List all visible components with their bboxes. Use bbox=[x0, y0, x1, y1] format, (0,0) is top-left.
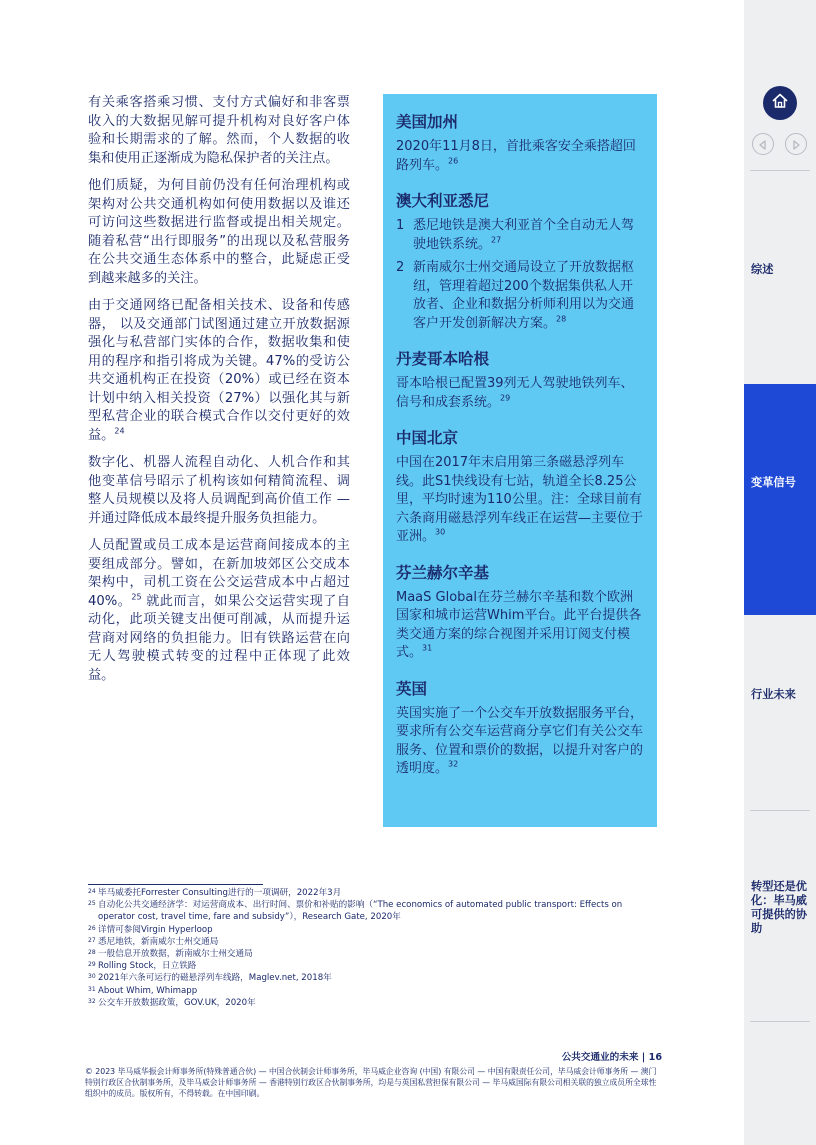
footnote-number: 28 bbox=[88, 949, 96, 957]
case-text-helsinki-body: MaaS Global在芬兰赫尔辛基和数个欧洲国家和城市运营Whim平台。此平台提供各类交通方案的综合视图并采用订阅支付模式。 bbox=[396, 589, 642, 660]
case-text-california-body: 2020年11月8日，首批乘客安全乘搭超回路列车。 bbox=[396, 139, 636, 173]
case-heading-beijing: 中国北京 bbox=[396, 429, 459, 447]
list-item-body: 悉尼地铁是澳大利亚首个全自动无人驾驶地铁系统。 bbox=[413, 218, 635, 252]
footnote-number: 26 bbox=[88, 924, 96, 932]
footnote-text: 毕马威委托Forrester Consulting进行的一项调研，2022年3月 bbox=[98, 888, 342, 898]
footnote-number: 31 bbox=[88, 985, 96, 993]
case-text-uk bbox=[396, 705, 644, 779]
footer-title: 公共交通业的未来 bbox=[561, 1052, 639, 1063]
page-footer bbox=[562, 1049, 662, 1063]
footnote-ref-24[interactable]: 24 bbox=[114, 426, 125, 436]
home-button[interactable] bbox=[763, 86, 797, 120]
footnote-text: 公交车开放数据政策，GOV.UK，2020年 bbox=[98, 997, 256, 1008]
case-heading-sydney: 澳大利亚悉尼 bbox=[396, 192, 490, 210]
list-item-text bbox=[413, 259, 644, 333]
paragraph-4: 数字化、机器人流程自动化、人机合作和其他变革信号昭示了机构该如何精简流程、调整人员规模以及将人员调配到高价值工作 —并通过降低成本最终提升服务负担能力。 bbox=[88, 455, 350, 526]
home-icon bbox=[770, 91, 790, 115]
sidebar-item-industry-future[interactable]: 行业未来 bbox=[751, 688, 796, 701]
footnote-ref-27[interactable]: 27 bbox=[491, 235, 502, 245]
footnote-number: 29 bbox=[88, 961, 96, 969]
footnote-number: 27 bbox=[88, 936, 96, 944]
footnote-ref-28[interactable]: 28 bbox=[556, 314, 567, 324]
list-item-text bbox=[413, 217, 644, 254]
page-number: 16 bbox=[648, 1052, 662, 1063]
footnote bbox=[88, 936, 648, 948]
sidebar-item-overview[interactable]: 综述 bbox=[751, 263, 774, 276]
paragraph-1: 有关乘客搭乘习惯、支付方式偏好和非客票收入的大数据见解可提升机构对良好客户体验和长期需求的了解。然而，个人数据的收集和使用正逐渐成为隐私保护者的关注点。 bbox=[88, 95, 350, 166]
chevron-left-icon bbox=[758, 135, 768, 154]
footnote bbox=[88, 997, 648, 1009]
footnote bbox=[88, 985, 648, 997]
footnote-text: 自动化公共交通经济学：对运营商成本、出行时间、票价和补贴的影响（“The economics of automated public transport: Effects on operator cost, travel time, fare and subsidy”），Research Gate, 2020年 bbox=[98, 900, 623, 923]
sidebar-divider bbox=[750, 1021, 810, 1022]
paragraph-3 bbox=[88, 297, 350, 445]
list-item bbox=[396, 259, 644, 333]
copyright-notice: © 2023 毕马威华振会计师事务所(特殊普通合伙) — 中国合伙制会计师事务所，毕马威企业咨询 (中国) 有限公司 — 中国有限责任公司，毕马威会计师事务所 — 澳门特别行政区合伙制事务所，及毕马威会计师事务所 — 香港特别行政区合伙制事务所，均是与英国私营担保有限公司 — 毕马威国际有限公司相关联的独立成员所全球性组织中的成员。版权所有，不得转载。在中国印刷。 bbox=[85, 1067, 657, 1098]
case-text-beijing bbox=[396, 454, 644, 547]
case-heading-uk: 英国 bbox=[396, 679, 428, 698]
next-page-button[interactable] bbox=[785, 133, 807, 155]
footnote-text: Rolling Stock，日立铁路 bbox=[98, 961, 197, 972]
footnotes bbox=[88, 887, 648, 1009]
footnote-number: 32 bbox=[88, 997, 96, 1005]
navigation-sidebar bbox=[744, 0, 816, 1145]
case-heading-helsinki: 芬兰赫尔辛基 bbox=[396, 563, 490, 582]
footnote-ref-31[interactable]: 31 bbox=[422, 643, 433, 653]
case-heading-copenhagen: 丹麦哥本哈根 bbox=[396, 350, 490, 368]
list-item-number: 1 bbox=[396, 218, 405, 233]
paragraph-3-text: 由于交通网络已配备相关技术、设备和传感器， 以及交通部门试图通过建立开放数据源强化与私营部门实体的合作，数据收集和使用的程序和指引将成为关键。47%的受访公共交通机构正在投资（20%）或已经在资本计划中纳入相关投资（27%）以强化其与新型私营企业的联合模式合作以交付更好的效益。 bbox=[88, 298, 350, 443]
case-list-sydney bbox=[396, 217, 644, 333]
case-study-box bbox=[383, 94, 657, 827]
footnote-number: 25 bbox=[88, 900, 96, 908]
list-item-body: 新南威尔士州交通局设立了开放数据枢纽，管理着超过200个数据集供私人开放者、企业和数据分析师利用以为交通客户开发创新解决方案。 bbox=[413, 260, 635, 331]
footnote-ref-29[interactable]: 29 bbox=[500, 393, 511, 403]
footnote bbox=[88, 887, 648, 899]
footnote-text: 2021年六条可运行的磁悬浮列车线路，Maglev.net, 2018年 bbox=[98, 973, 332, 984]
footnote bbox=[88, 899, 648, 923]
footnote-text: 悉尼地铁，新南威尔士州交通局 bbox=[98, 936, 219, 947]
sidebar-item-how-kpmg-can-help[interactable]: 转型还是优化：毕马威可提供的协助 bbox=[751, 880, 807, 935]
paragraph-2: 他们质疑，为何目前仍没有任何治理机构或架构对公共交通机构如何使用数据以及谁还可访问这些数据进行监督或提出相关规定。随着私营“出行即服务”的出现以及私营服务在公共交通生态体系中的整合，此疑虑正受到越来越多的关注。 bbox=[88, 178, 350, 286]
case-text-california bbox=[396, 138, 644, 175]
case-text-copenhagen-body: 哥本哈根已配置39列无人驾驶地铁列车、信号和成套系统。 bbox=[396, 376, 634, 410]
sidebar-active-highlight bbox=[744, 384, 816, 615]
case-text-copenhagen bbox=[396, 375, 644, 412]
footnote-text: About Whim, Whimapp bbox=[98, 985, 198, 996]
footnote-ref-32[interactable]: 32 bbox=[448, 759, 459, 769]
case-heading-california: 美国加州 bbox=[396, 113, 459, 131]
footnote-ref-25[interactable]: 25 bbox=[131, 592, 142, 602]
list-item bbox=[396, 217, 644, 254]
footnote-ref-30[interactable]: 30 bbox=[435, 527, 446, 537]
footnote-text: 一般信息开放数据，新南威尔士州交通局 bbox=[98, 949, 253, 960]
footnote-text: 详情可参阅Virgin Hyperloop bbox=[98, 924, 213, 935]
case-text-uk-body: 英国实施了一个公交车开放数据服务平台，要求所有公交车运营商分享它们有关公交车服务、位置和票价的数据，以提升对客户的透明度。 bbox=[396, 705, 644, 776]
paragraph-5 bbox=[88, 537, 350, 685]
footnote-number: 24 bbox=[88, 888, 96, 895]
case-text-beijing-body: 中国在2017年末启用第三条磁悬浮列车线。此S1快线设有七站，轨道全长8.25公里，平均时速为110公里。注：全球目前有六条商用磁悬浮列车线正在运营—主要位于亚洲。 bbox=[396, 455, 644, 544]
case-text-helsinki bbox=[396, 589, 644, 663]
footnote-number: 30 bbox=[88, 973, 96, 981]
footer-separator: | bbox=[641, 1052, 646, 1063]
footnote bbox=[88, 972, 648, 984]
main-text-column bbox=[88, 94, 350, 694]
footnote bbox=[88, 948, 648, 960]
sidebar-divider bbox=[750, 810, 810, 811]
sidebar-divider bbox=[750, 170, 810, 171]
paragraph-5-text-b: 就此而言，如果公交运营实现了自动化，此项关键支出便可削减，从而提升运营商对网络的负担能力。旧有铁路运营在向无人驾驶模式转变的过程中正体现了此效益。 bbox=[88, 593, 350, 683]
footnote bbox=[88, 960, 648, 972]
footnote-divider bbox=[88, 884, 263, 885]
footnote-ref-26[interactable]: 26 bbox=[448, 156, 459, 166]
chevron-right-icon bbox=[791, 135, 801, 154]
list-item-number: 2 bbox=[396, 260, 405, 275]
sidebar-item-signals-of-change[interactable]: 变革信号 bbox=[751, 476, 796, 489]
footnote bbox=[88, 924, 648, 936]
paragraph-5-text-a: 人员配置或员工成本是运营商间接成本的主要组成部分。譬如，在新加坡郊区公交成本架构中，司机工资在公交运营成本中占超过40%。 bbox=[88, 538, 350, 609]
previous-page-button[interactable] bbox=[752, 133, 774, 155]
